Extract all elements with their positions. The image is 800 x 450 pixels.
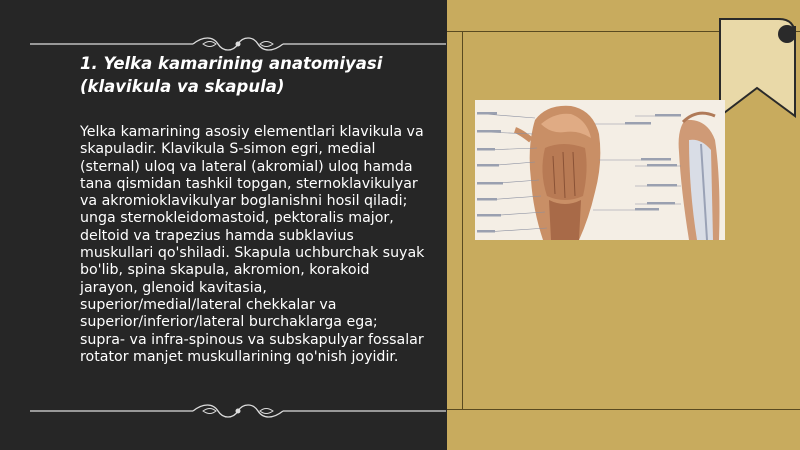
- slide-body-text: Yelka kamarining asosiy elementlari klavikula va skapuladir. Klavikula S-simon egri, medial (sternal) uloq va lateral (akromial) uloq hamda tana qismidan tashkil topgan, sternoklavikulyar va akromioklavikulyar boglanishni hosil qiladi; unga sternokleidomastoid, pektoralis major, deltoid va trapezius hamda subklavius muskullari qo'shiladi. Skapula uchburchak suyak bo'lib, spina skapula, akromion, korakoid jarayon, glenoid kavitasia, superior/medial/lateral chekkalar va superior/inferior/lateral burchaklarga ega; supra- va infra-spinous va subskapulyar fossalar rotator manjet muskullarining qo'nish joyidir.: [80, 124, 425, 365]
- slide-title: 1. Yelka kamarining anatomiyasi (klavikula va skapula): [80, 54, 383, 96]
- bookmark-ribbon-icon: [717, 16, 800, 120]
- shoulder-anatomy-image: [475, 100, 725, 240]
- frame-line-left: [462, 31, 463, 409]
- bottom-divider-ornament-icon: [28, 402, 448, 422]
- frame-line-bottom: [447, 409, 800, 410]
- shoulder-muscle-anatomy-illustration-icon: [475, 100, 725, 240]
